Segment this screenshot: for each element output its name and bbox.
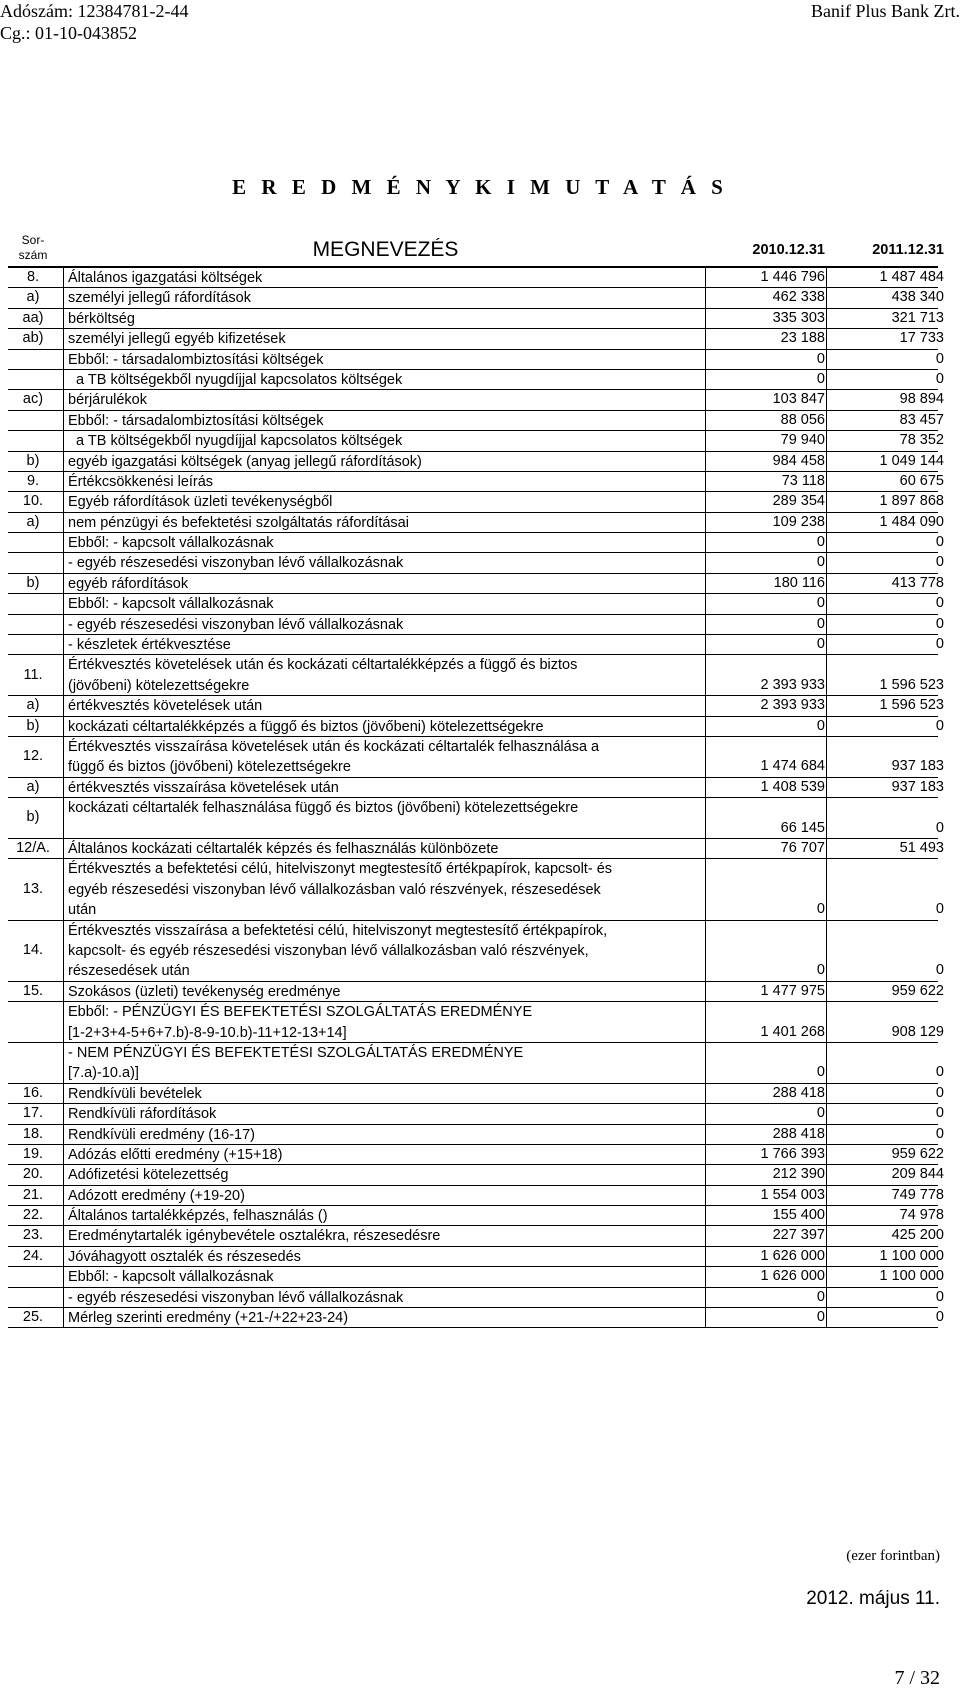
row-label: Általános kockázati céltartalék képzés és felhasználás különbözete xyxy=(68,840,499,857)
row-label: Értékcsökkenési leírás xyxy=(68,473,214,490)
value-2010: 1 474 684 xyxy=(760,758,825,775)
table-row xyxy=(8,1084,944,1104)
header-no: Sor- szám xyxy=(18,233,48,262)
row-number: 8. xyxy=(26,269,40,285)
value-2011: 74 978 xyxy=(899,1207,944,1224)
header-2010: 2010.12.31 xyxy=(752,242,825,258)
table-row xyxy=(8,798,944,839)
table-row xyxy=(8,1125,944,1145)
row-number: a) xyxy=(26,778,40,795)
table-row xyxy=(8,859,944,920)
table-row xyxy=(8,1145,944,1165)
table-row xyxy=(8,452,944,472)
value-2011: 1 596 523 xyxy=(879,676,944,693)
row-number: b) xyxy=(26,717,40,734)
table-row xyxy=(8,513,944,533)
row-number: 14. xyxy=(22,941,44,958)
value-2010: 0 xyxy=(816,1105,825,1122)
row-label: a TB költségekből nyugdíjjal kapcsolatos költségek xyxy=(68,433,403,450)
row-number: a) xyxy=(26,289,40,306)
value-2011: 98 894 xyxy=(899,391,944,408)
value-2011: 0 xyxy=(935,1125,944,1142)
value-2010: 1 766 393 xyxy=(760,1145,825,1162)
table-row xyxy=(8,309,944,329)
row-number: 22. xyxy=(22,1207,44,1224)
value-2011: 425 200 xyxy=(891,1227,944,1244)
value-2010: 0 xyxy=(816,350,825,367)
table-row xyxy=(8,778,944,798)
table-row xyxy=(8,921,944,982)
row-label: Egyéb ráfordítások üzleti tevékenységből xyxy=(68,494,333,511)
value-2011: 17 733 xyxy=(899,330,944,347)
value-2011: 413 778 xyxy=(891,574,944,591)
table-row xyxy=(8,574,944,594)
value-2010: 109 238 xyxy=(772,513,825,530)
row-label: nem pénzügyi és befektetési szolgáltatás ráfordításai xyxy=(68,514,409,531)
value-2011: 0 xyxy=(935,615,944,632)
value-2010: 155 400 xyxy=(772,1207,825,1224)
row-label: Értékvesztés visszaírása a befektetési célú, hitelviszonyt megtestesítő értékpapírok, kapcsolt- és egyéb részesedési viszonyban lévő vállalkozásban való részvények, részesedések után xyxy=(68,922,608,980)
row-number: b) xyxy=(26,574,40,591)
value-2010: 1 408 539 xyxy=(760,778,825,795)
row-number: ab) xyxy=(22,330,44,347)
header-name: MEGNEVEZÉS xyxy=(312,238,459,261)
tax-number: Adószám: 12384781-2-44 xyxy=(0,1,189,21)
table-row xyxy=(8,288,944,308)
row-label: Mérleg szerinti eredmény (+21-/+22+23-24) xyxy=(68,1310,349,1327)
table-row xyxy=(8,737,944,778)
value-2011: 78 352 xyxy=(899,432,944,449)
value-2010: 288 418 xyxy=(772,1084,825,1101)
table-row xyxy=(8,655,944,696)
value-2010: 2 393 933 xyxy=(760,697,825,714)
signature-date: 2012. május 11. xyxy=(806,1588,940,1609)
row-label: - készletek értékvesztése xyxy=(68,637,231,654)
value-2010: 0 xyxy=(816,1064,825,1081)
value-2011: 0 xyxy=(935,554,944,571)
row-number: 18. xyxy=(22,1125,44,1142)
row-label: Rendkívüli eredmény (16-17) xyxy=(68,1126,255,1143)
value-2010: 289 354 xyxy=(772,493,825,510)
row-label: Ebből: - kapcsolt vállalkozásnak xyxy=(68,1269,274,1286)
row-label: Általános tartalékképzés, felhasználás () xyxy=(68,1208,328,1225)
value-2011: 1 596 523 xyxy=(879,697,944,714)
row-label: Eredménytartalék igénybevétele osztalékra, részesedésre xyxy=(68,1228,441,1245)
table-header-row xyxy=(8,230,944,268)
value-2011: 1 100 000 xyxy=(879,1268,944,1285)
registry-number: Cg.: 01-10-043852 xyxy=(0,23,137,43)
value-2011: 0 xyxy=(935,717,944,734)
value-2011: 83 457 xyxy=(899,411,944,428)
row-label: Adófizetési kötelezettség xyxy=(68,1167,229,1184)
value-2011: 0 xyxy=(935,1084,944,1101)
table-row xyxy=(8,635,944,655)
row-number: b) xyxy=(26,809,40,826)
value-2010: 66 145 xyxy=(780,819,825,836)
row-number: 15. xyxy=(22,982,44,999)
row-number: 25. xyxy=(22,1309,44,1326)
row-label: Ebből: - PÉNZÜGYI ÉS BEFEKTETÉSI SZOLGÁLTATÁS EREDMÉNYE [1-2+3+4-5+6+7.b)-8-9-10.b)-11+12-13+14] xyxy=(68,1004,533,1041)
value-2011: 0 xyxy=(935,901,944,918)
row-label: személyi jellegű egyéb kifizetések xyxy=(68,331,286,348)
row-number: 9. xyxy=(26,472,40,489)
value-2010: 462 338 xyxy=(772,289,825,306)
value-2011: 908 129 xyxy=(891,1023,944,1040)
value-2010: 88 056 xyxy=(780,411,825,428)
table-row xyxy=(8,1206,944,1226)
table-row xyxy=(8,696,944,716)
value-2010: 1 477 975 xyxy=(760,982,825,999)
row-label: - egyéb részesedési viszonyban lévő vállalkozásnak xyxy=(68,616,404,633)
row-label: Adózás előtti eredmény (+15+18) xyxy=(68,1146,283,1163)
value-2010: 0 xyxy=(816,901,825,918)
row-number: 13. xyxy=(22,880,44,897)
header-2011: 2011.12.31 xyxy=(872,242,944,258)
row-label: - egyéb részesedési viszonyban lévő vállalkozásnak xyxy=(68,555,404,572)
table-row xyxy=(8,1267,944,1287)
value-2010: 0 xyxy=(816,615,825,632)
row-label: értékvesztés követelések után xyxy=(68,698,263,715)
value-2010: 0 xyxy=(816,595,825,612)
value-2010: 79 940 xyxy=(780,432,825,449)
value-2011: 51 493 xyxy=(899,839,944,856)
company-name: Banif Plus Bank Zrt. xyxy=(811,1,960,21)
row-label: - NEM PÉNZÜGYI ÉS BEFEKTETÉSI SZOLGÁLTATÁS EREDMÉNYE [7.a)-10.a)] xyxy=(68,1044,524,1082)
table-row xyxy=(8,717,944,737)
table-row xyxy=(8,1308,944,1328)
row-label: egyéb ráfordítások xyxy=(68,575,189,592)
row-label: Értékvesztés a befektetési célú, hitelviszonyt megtestesítő értékpapírok, kapcsolt- és egyéb részesedési viszonyban lévő vállalkozásban való részvények, részesedések után xyxy=(68,861,613,919)
row-label: kockázati céltartalékképzés a függő és biztos (jövőbeni) kötelezettségekre xyxy=(68,718,544,735)
value-2011: 1 897 868 xyxy=(879,493,944,510)
value-2010: 288 418 xyxy=(772,1125,825,1142)
value-2011: 937 183 xyxy=(891,758,944,775)
table-row xyxy=(8,350,944,370)
table-row xyxy=(8,982,944,1002)
row-label: Általános igazgatási költségek xyxy=(68,270,263,286)
value-2011: 0 xyxy=(935,350,944,367)
row-label: Értékvesztés visszaírása követelések után és kockázati céltartalék felhasználása a függő és biztos (jövőbeni) kötelezettségekre xyxy=(68,739,600,776)
row-number: 21. xyxy=(22,1186,44,1203)
row-number: 16. xyxy=(22,1084,44,1101)
table-row xyxy=(8,492,944,512)
value-2011: 0 xyxy=(935,534,944,551)
row-label: Ebből: - kapcsolt vállalkozásnak xyxy=(68,535,274,552)
value-2010: 76 707 xyxy=(780,839,825,856)
row-label: Rendkívüli bevételek xyxy=(68,1085,202,1102)
value-2011: 0 xyxy=(935,595,944,612)
row-label: egyéb igazgatási költségek (anyag jellegű ráfordítások) xyxy=(68,453,422,470)
value-2010: 103 847 xyxy=(772,391,825,408)
row-number: 11. xyxy=(23,666,43,683)
value-2011: 959 622 xyxy=(891,982,944,999)
table-row xyxy=(8,533,944,553)
row-label: Ebből: - társadalombiztosítási költségek xyxy=(68,412,324,429)
value-2011: 0 xyxy=(935,1105,944,1122)
value-2011: 1 484 090 xyxy=(879,513,944,530)
value-2011: 209 844 xyxy=(891,1166,944,1183)
row-label: Értékvesztés követelések után és kockázati céltartalékképzés a függő és biztos (jövőbeni) kötelezettségekre xyxy=(68,657,578,694)
row-number: 12. xyxy=(22,748,44,765)
row-number: 17. xyxy=(22,1105,44,1122)
value-2010: 335 303 xyxy=(772,309,825,326)
row-label: bérjárulékok xyxy=(68,392,147,409)
value-2010: 0 xyxy=(816,636,825,653)
row-number: 20. xyxy=(22,1166,44,1183)
value-2010: 180 116 xyxy=(773,574,825,591)
row-label: Jóváhagyott osztalék és részesedés xyxy=(68,1248,301,1265)
value-2010: 1 554 003 xyxy=(760,1186,825,1203)
unit-note: (ezer forintban) xyxy=(846,1548,940,1564)
value-2010: 1 626 000 xyxy=(760,1268,825,1285)
value-2011: 1 487 484 xyxy=(879,269,944,285)
value-2010: 0 xyxy=(816,717,825,734)
table-row xyxy=(8,329,944,349)
table-row xyxy=(8,1226,944,1246)
row-label: értékvesztés visszaírása követelések után xyxy=(68,779,339,796)
table-row xyxy=(8,615,944,635)
value-2010: 1 446 796 xyxy=(760,269,825,285)
row-label: Ebből: - társadalombiztosítási költségek xyxy=(68,351,324,368)
table-row xyxy=(8,1043,944,1084)
row-label: kockázati céltartalék felhasználása függő és biztos (jövőbeni) kötelezettségekre xyxy=(68,800,579,817)
value-2011: 937 183 xyxy=(891,778,944,795)
table-row xyxy=(8,411,944,431)
value-2011: 1 100 000 xyxy=(879,1247,944,1264)
table-row xyxy=(8,1165,944,1185)
value-2010: 2 393 933 xyxy=(760,676,825,693)
value-2010: 0 xyxy=(816,534,825,551)
row-number: aa) xyxy=(22,309,44,326)
value-2011: 0 xyxy=(935,1288,944,1305)
header-right xyxy=(811,0,960,22)
row-number: a) xyxy=(26,513,40,530)
document-title: E R E D M É N Y K I M U T A T Á S xyxy=(232,175,728,199)
value-2010: 0 xyxy=(816,1288,825,1305)
row-label: Adózott eredmény (+19-20) xyxy=(68,1187,245,1204)
table-row xyxy=(8,553,944,573)
value-2011: 321 713 xyxy=(891,309,944,326)
row-label: személyi jellegű ráfordítások xyxy=(68,290,251,307)
table-row xyxy=(8,1104,944,1124)
value-2010: 73 118 xyxy=(781,472,825,489)
value-2010: 23 188 xyxy=(780,330,825,347)
table-row xyxy=(8,1002,944,1043)
table-row xyxy=(8,1288,944,1308)
value-2010: 0 xyxy=(816,1309,825,1326)
row-label: Szokásos (üzleti) tevékenység eredménye xyxy=(68,983,341,1000)
value-2011: 0 xyxy=(935,962,944,979)
row-number: 12/A. xyxy=(16,839,50,856)
value-2010: 0 xyxy=(816,370,825,387)
value-2010: 0 xyxy=(816,554,825,571)
table-row xyxy=(8,1247,944,1267)
table-row xyxy=(8,268,944,288)
row-label: bérköltség xyxy=(68,310,135,327)
value-2010: 227 397 xyxy=(772,1227,825,1244)
value-2010: 0 xyxy=(816,962,825,979)
value-2011: 959 622 xyxy=(891,1145,944,1162)
value-2011: 0 xyxy=(935,370,944,387)
row-label: - egyéb részesedési viszonyban lévő vállalkozásnak xyxy=(68,1289,404,1306)
value-2011: 0 xyxy=(935,636,944,653)
row-number: 10. xyxy=(22,493,44,510)
value-2010: 984 458 xyxy=(772,452,825,469)
table-row xyxy=(8,431,944,451)
row-number: b) xyxy=(26,452,40,469)
row-number: a) xyxy=(26,697,40,714)
value-2011: 438 340 xyxy=(891,289,944,306)
value-2010: 1 401 268 xyxy=(760,1023,825,1040)
table-row xyxy=(8,1186,944,1206)
value-2011: 1 049 144 xyxy=(879,452,944,469)
table-row xyxy=(8,472,944,492)
value-2010: 212 390 xyxy=(772,1166,825,1183)
value-2011: 0 xyxy=(935,1064,944,1081)
row-number: 23. xyxy=(22,1227,44,1244)
table-row xyxy=(8,370,944,390)
value-2011: 60 675 xyxy=(899,472,944,489)
row-label: Ebből: - kapcsolt vállalkozásnak xyxy=(68,596,274,613)
row-number: 19. xyxy=(22,1145,44,1162)
table-body xyxy=(8,268,944,1328)
header-left xyxy=(0,0,188,44)
table-row xyxy=(8,390,944,410)
row-label: Rendkívüli ráfordítások xyxy=(68,1106,217,1123)
value-2010: 1 626 000 xyxy=(760,1247,825,1264)
page-number: 7 / 32 xyxy=(894,1667,940,1689)
row-number: 24. xyxy=(22,1247,44,1264)
table-row xyxy=(8,839,944,859)
row-number: ac) xyxy=(22,391,44,408)
value-2011: 0 xyxy=(935,1309,944,1326)
value-2011: 749 778 xyxy=(891,1186,944,1203)
row-label: a TB költségekből nyugdíjjal kapcsolatos költségek xyxy=(68,371,403,388)
income-statement-table xyxy=(8,230,944,1328)
table-row xyxy=(8,594,944,614)
value-2011: 0 xyxy=(935,819,944,836)
